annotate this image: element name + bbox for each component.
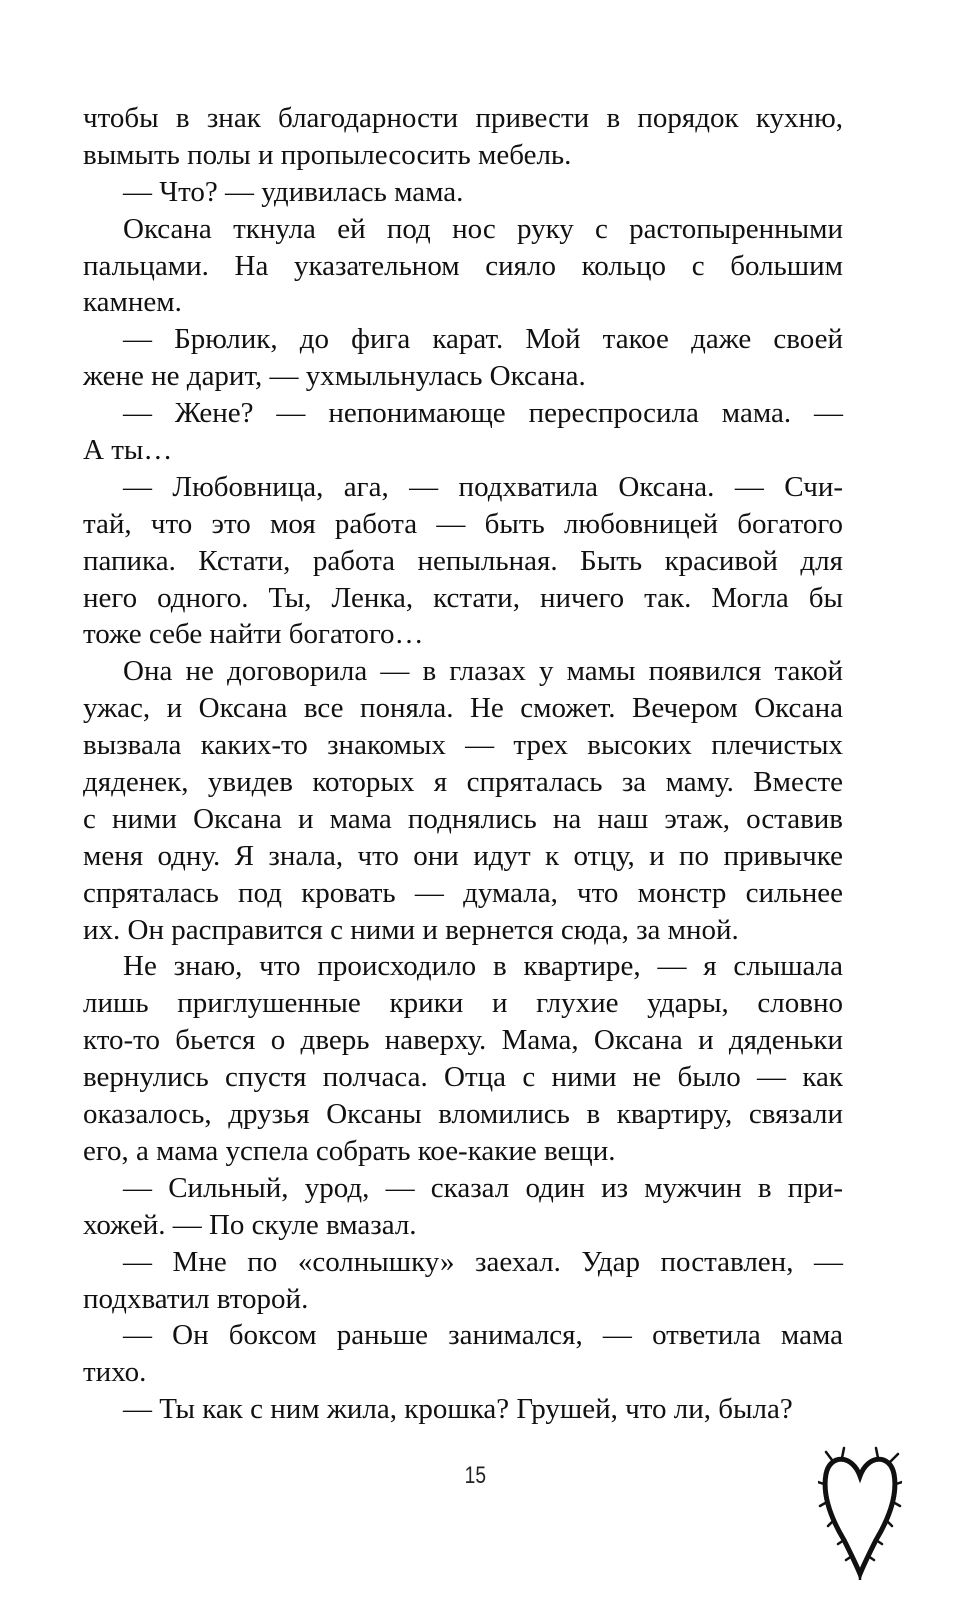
text-line: Оксана ткнула ей под нос руку с растопыренными xyxy=(123,212,843,245)
text-line: — Мне по «солнышку» заехал. Удар поставлен, — xyxy=(123,1245,843,1278)
text-line: жене не дарит, — ухмыльнулась Оксана. xyxy=(83,360,586,393)
text-line: спряталась под кровать — думала, что монстр сильнее xyxy=(83,876,843,909)
text-line: А ты… xyxy=(83,434,173,467)
text-line: Она не договорила — в глазах у мамы появился такой xyxy=(123,655,843,688)
text-line: меня одну. Я знала, что они идут к отцу, и по привычке xyxy=(83,839,843,872)
text-line: хожей. — По скуле вмазал. xyxy=(83,1208,417,1241)
text-line: подхватил второй. xyxy=(83,1282,309,1315)
text-line: него одного. Ты, Ленка, кстати, ничего так. Могла бы xyxy=(83,581,843,614)
text-line: — Жене? — непонимающе переспросила мама. — xyxy=(123,397,843,430)
page-number: 15 xyxy=(464,1462,487,1489)
text-line: — Любовница, ага, — подхватила Оксана. — Счи- xyxy=(123,470,843,503)
text-line: вызвала каких-то знакомых — трех высоких плечистых xyxy=(83,729,843,762)
text-line: — Ты как с ним жила, крошка? Грушей, что ли, была? xyxy=(123,1393,793,1426)
text-line: камнем. xyxy=(83,286,182,319)
text-line: его, а мама успела собрать кое-какие вещи. xyxy=(83,1134,616,1167)
text-line: пальцами. На указательном сияло кольцо с большим xyxy=(83,249,843,282)
body-text xyxy=(83,100,843,1428)
thorny-heart-icon xyxy=(818,1440,902,1580)
text-line: лишь приглушенные крики и глухие удары, словно xyxy=(83,987,843,1020)
text-line: тай, что это моя работа — быть любовницей богатого xyxy=(83,507,843,540)
text-line: — Сильный, урод, — сказал один из мужчин в при- xyxy=(123,1171,843,1204)
text-line: тоже себе найти богатого… xyxy=(83,618,424,651)
text-line: тихо. xyxy=(83,1356,147,1389)
text-line: папика. Кстати, работа непыльная. Быть красивой для xyxy=(83,544,843,577)
text-line: с ними Оксана и мама поднялись на наш этаж, оставив xyxy=(83,802,843,835)
text-line: кто-то бьется о дверь наверху. Мама, Оксана и дяденьки xyxy=(83,1024,843,1057)
text-line: их. Он расправится с ними и вернется сюда, за мной. xyxy=(83,913,739,946)
text-line: вымыть полы и пропылесосить мебель. xyxy=(83,138,572,171)
text-line: дяденек, увидев которых я спряталась за маму. Вместе xyxy=(83,766,843,799)
text-line: Не знаю, что происходило в квартире, — я слышала xyxy=(123,950,843,983)
text-line: — Он боксом раньше занимался, — ответила мама xyxy=(123,1319,843,1352)
text-line: — Брюлик, до фига карат. Мой такое даже своей xyxy=(123,323,843,356)
text-line: оказалось, друзья Оксаны вломились в квартиру, связали xyxy=(83,1098,843,1131)
text-line: — Что? — удивилась мама. xyxy=(123,175,464,208)
text-line: ужас, и Оксана все поняла. Не сможет. Вечером Оксана xyxy=(83,692,843,725)
text-line: чтобы в знак благодарности привести в порядок кухню, xyxy=(83,102,843,134)
text-line: вернулись спустя полчаса. Отца с ними не было — как xyxy=(83,1061,843,1094)
